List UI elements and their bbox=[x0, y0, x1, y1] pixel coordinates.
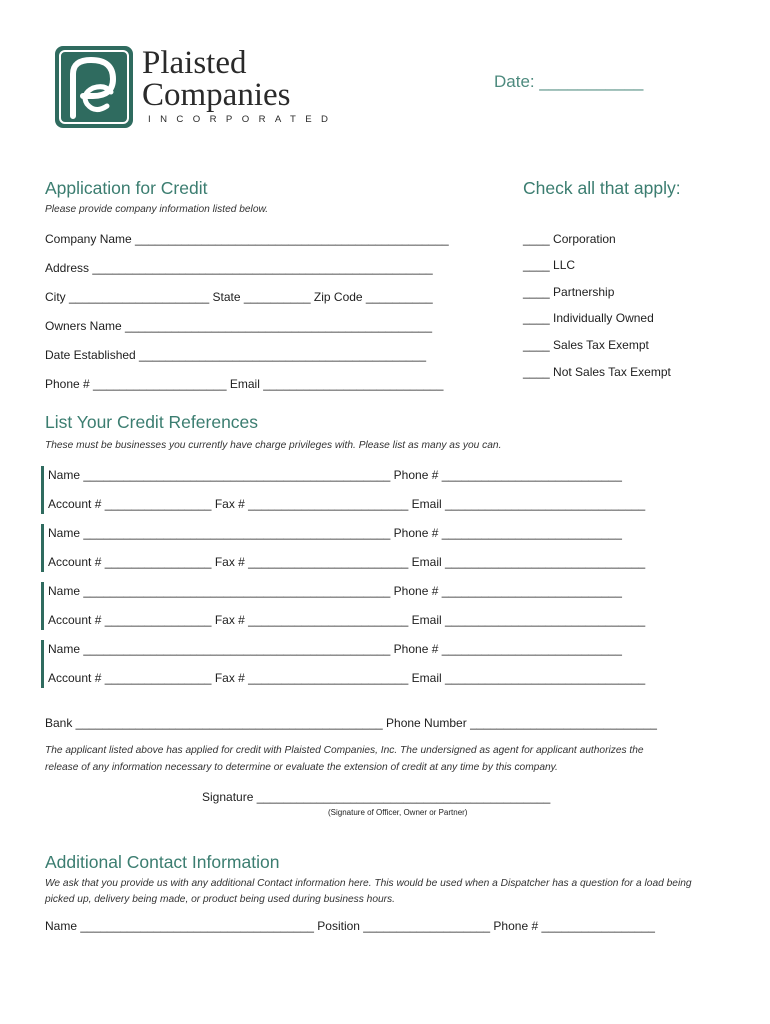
reference-2-name-phone[interactable]: Name ______________________________________________ Phone # ___________________________ bbox=[48, 526, 622, 540]
additional-contact-field[interactable]: Name ___________________________________ Position ___________________ Phone # _________________ bbox=[45, 919, 655, 933]
logo-emblem-icon bbox=[55, 46, 133, 128]
company-name-field[interactable]: Company Name _______________________________________________ bbox=[45, 232, 449, 246]
authorization-text-line2: release of any information necessary to determine or evaluate the extension of credit at any time by this company. bbox=[45, 762, 558, 773]
reference-3-bar bbox=[41, 582, 44, 630]
city-state-zip-field[interactable]: City _____________________ State __________ Zip Code __________ bbox=[45, 290, 433, 304]
option-sales-tax-exempt[interactable]: ____ Sales Tax Exempt bbox=[523, 338, 649, 352]
company-logo-mark bbox=[55, 46, 133, 128]
reference-1-account-fax-email[interactable]: Account # ________________ Fax # ________________________ Email ______________________________ bbox=[48, 497, 646, 511]
logo-text-incorporated: INCORPORATED bbox=[148, 114, 338, 125]
reference-2-account-fax-email[interactable]: Account # ________________ Fax # ________________________ Email ______________________________ bbox=[48, 555, 646, 569]
phone-email-field[interactable]: Phone # ____________________ Email ___________________________ bbox=[45, 377, 444, 391]
reference-4-bar bbox=[41, 640, 44, 688]
owners-name-field[interactable]: Owners Name ______________________________________________ bbox=[45, 319, 433, 333]
additional-title: Additional Contact Information bbox=[45, 852, 280, 872]
option-not-sales-tax-exempt[interactable]: ____ Not Sales Tax Exempt bbox=[523, 365, 671, 379]
references-title: List Your Credit References bbox=[45, 412, 259, 432]
signature-field[interactable]: Signature ____________________________________________ bbox=[202, 790, 551, 804]
reference-4-account-fax-email[interactable]: Account # ________________ Fax # ________________________ Email ______________________________ bbox=[48, 671, 646, 685]
option-individually-owned[interactable]: ____ Individually Owned bbox=[523, 311, 654, 325]
reference-2-bar bbox=[41, 524, 44, 572]
option-corporation[interactable]: ____ Corporation bbox=[523, 232, 616, 246]
reference-4-name-phone[interactable]: Name ______________________________________________ Phone # ___________________________ bbox=[48, 642, 622, 656]
application-note: Please provide company information listed below. bbox=[45, 204, 269, 215]
option-llc[interactable]: ____ LLC bbox=[523, 258, 576, 272]
reference-1-bar bbox=[41, 466, 44, 514]
address-field[interactable]: Address ___________________________________________________ bbox=[45, 261, 433, 275]
date-established-field[interactable]: Date Established ___________________________________________ bbox=[45, 348, 427, 362]
logo-text-companies: Companies bbox=[142, 77, 291, 113]
additional-note-line1: We ask that you provide us with any additional Contact information here. This would be used when a Dispatcher has a question for a load being bbox=[45, 878, 692, 889]
check-title: Check all that apply: bbox=[523, 178, 681, 198]
additional-note-line2: picked up, delivery being made, or product being used during business hours. bbox=[45, 894, 395, 905]
logo-text-plaisted: Plaisted bbox=[142, 45, 247, 81]
date-field[interactable]: Date: ___________ bbox=[494, 72, 644, 91]
reference-1-name-phone[interactable]: Name ______________________________________________ Phone # ___________________________ bbox=[48, 468, 622, 482]
reference-3-name-phone[interactable]: Name ______________________________________________ Phone # ___________________________ bbox=[48, 584, 622, 598]
option-partnership[interactable]: ____ Partnership bbox=[523, 285, 615, 299]
references-note: These must be businesses you currently have charge privileges with. Please list as many as you can. bbox=[45, 440, 502, 451]
bank-phone-field[interactable]: Bank ______________________________________________ Phone Number ____________________________ bbox=[45, 716, 657, 730]
authorization-text-line1: The applicant listed above has applied for credit with Plaisted Companies, Inc. The undersigned as agent for applicant authorizes the bbox=[45, 745, 644, 756]
reference-3-account-fax-email[interactable]: Account # ________________ Fax # ________________________ Email ______________________________ bbox=[48, 613, 646, 627]
application-title: Application for Credit bbox=[45, 178, 208, 198]
signature-caption: (Signature of Officer, Owner or Partner) bbox=[328, 808, 468, 817]
